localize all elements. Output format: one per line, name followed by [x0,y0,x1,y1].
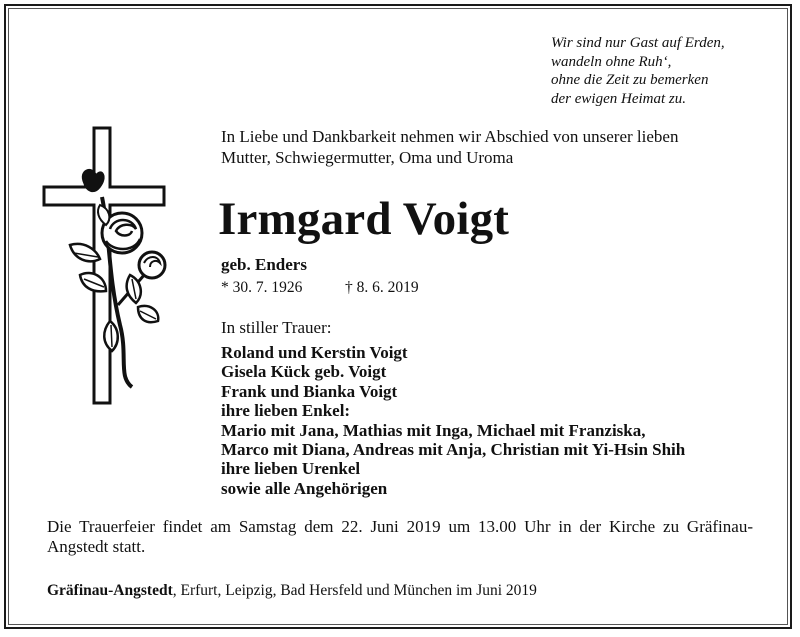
poem-line: Wir sind nur Gast auf Erden, [551,35,725,51]
intro-line: In Liebe und Dankbarkeit nehmen wir Abschied von unserer lieben [221,127,679,146]
mourner-line: ihre lieben Urenkel [221,459,361,479]
footer-places [47,582,537,600]
mourners-list [221,343,685,498]
birth-date: * 30. 7. 1926 [221,279,303,296]
mourner-line: Marco mit Diana, Andreas mit Anja, Christian mit Yi-Hsin Shih [221,440,686,460]
mourner-line: ihre lieben Enkel: [221,401,351,421]
intro-line: Mutter, Schwiegermutter, Oma und Uroma [221,148,514,167]
life-dates [221,279,419,297]
maiden-name: geb. Enders [221,255,307,274]
footer-place-bold: Gräfinau-Angstedt [47,582,173,599]
deceased-name: Irmgard Voigt [218,193,510,245]
poem-line: der ewigen Heimat zu. [551,90,686,107]
footer-place-rest: , Erfurt, Leipzig, Bad Hersfeld und München im Juni 2019 [172,582,537,599]
mourning-heading: In stiller Trauer: [221,318,332,337]
intro-text [221,126,761,168]
mourner-line: Gisela Kück geb. Voigt [221,362,387,382]
poem-line: ohne die Zeit zu bemerken [551,72,709,88]
mourner-line: Roland und Kerstin Voigt [221,343,408,362]
mourner-line: Mario mit Jana, Mathias mit Inga, Michael mit Franziska, [221,420,646,440]
mourner-line: Frank und Bianka Voigt [221,381,398,401]
cross-with-roses-icon [40,125,170,455]
poem-line: wandeln ohne Ruh‘, [551,53,672,70]
funeral-info: Die Trauerfeier findet am Samstag dem 22. Juni 2019 um 13.00 Uhr in der Kirche zu Gräfinau-Angstedt statt. [47,517,753,556]
death-date: † 8. 6. 2019 [345,279,419,296]
mourner-line: sowie alle Angehörigen [221,478,388,498]
poem [551,34,725,108]
